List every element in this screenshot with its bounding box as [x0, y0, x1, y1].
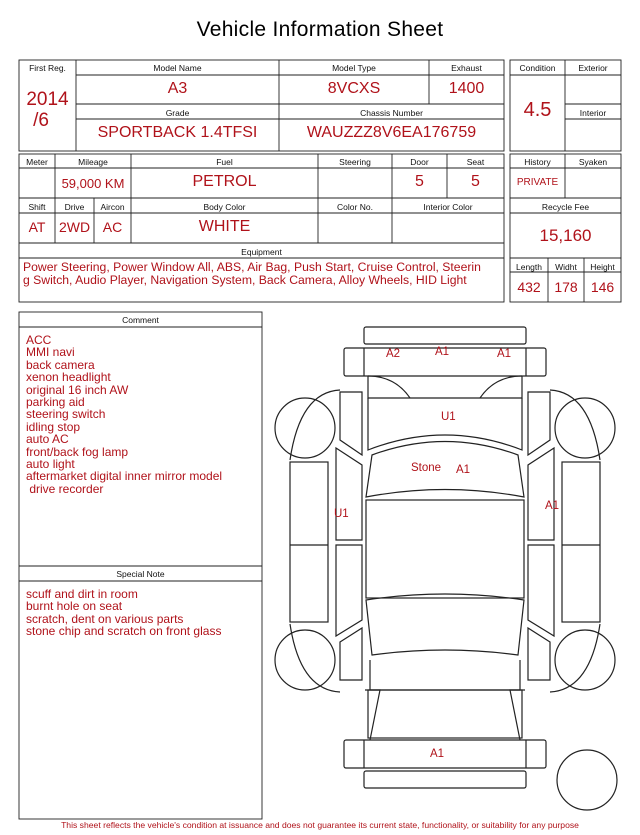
damage-front-bumper-right: A1: [497, 348, 512, 360]
list-item: front/back fog lamp: [26, 444, 129, 459]
list-item: MMI navi: [26, 345, 75, 360]
seat-label: Seat: [466, 157, 485, 167]
body-color-label: Body Color: [203, 202, 246, 212]
model-type-label: Model Type: [332, 63, 376, 73]
grade-label: Grade: [165, 108, 190, 118]
damage-right-side: A1: [545, 500, 560, 512]
list-item: scratch, dent on various parts: [26, 611, 184, 626]
color-no-label: Color No.: [337, 202, 373, 212]
chassis-value: WAUZZZ8V6EA176759: [306, 124, 477, 141]
damage-front-bumper-left: A2: [386, 348, 401, 360]
seat-value: 5: [471, 173, 480, 190]
syaken-label: Syaken: [578, 157, 608, 167]
list-item: stone chip and scratch on front glass: [26, 624, 222, 639]
mileage-label: Mileage: [78, 157, 108, 167]
damage-rear-bumper: A1: [430, 748, 445, 760]
damage-hood: U1: [441, 411, 456, 423]
damage-left-side: U1: [334, 508, 349, 520]
exhaust-value: 1400: [448, 80, 485, 97]
damage-front-bumper-mid: A1: [435, 346, 450, 358]
history-label: History: [524, 157, 551, 167]
model-name-value: A3: [167, 80, 188, 97]
equipment-label: Equipment: [241, 247, 282, 257]
height-label: Height: [590, 262, 615, 272]
list-item: ACC: [26, 333, 52, 347]
height-value: 146: [590, 279, 615, 295]
first-reg-month: /6: [33, 110, 49, 131]
shift-label: Shift: [28, 202, 46, 212]
fuel-value: PETROL: [192, 173, 257, 190]
meter-label: Meter: [26, 157, 48, 167]
list-item: xenon headlight: [26, 370, 111, 385]
equipment-line: g Switch, Audio Player, Navigation System, Back Camera, Alloy Wheels, HID Light: [23, 273, 467, 287]
aircon-value: AC: [102, 219, 123, 235]
list-item: auto AC: [26, 432, 69, 447]
condition-value: 4.5: [523, 99, 552, 121]
footer-disclaimer: This sheet reflects the vehicle's condition at issuance and does not guarantee its current state, functionality, or suitability for any purpose: [61, 820, 579, 830]
condition-label: Condition: [519, 63, 556, 73]
interior-color-label: Interior Color: [423, 202, 473, 212]
equipment-line: Power Steering, Power Window All, ABS, Air Bag, Push Start, Cruise Control, Steerin: [23, 260, 481, 274]
list-item: idling stop: [26, 419, 81, 434]
list-item: burnt hole on seat: [26, 599, 123, 614]
fuel-label: Fuel: [216, 157, 233, 167]
list-item: steering switch: [26, 407, 106, 422]
chassis-label: Chassis Number: [360, 108, 423, 118]
width-label: Widht: [555, 262, 577, 272]
length-value: 432: [517, 279, 541, 295]
comment-label: Comment: [122, 315, 159, 325]
history-value: PRIVATE: [516, 177, 559, 188]
drive-value: 2WD: [58, 219, 91, 235]
damage-windshield: A1: [456, 464, 471, 476]
exhaust-label: Exhaust: [451, 63, 482, 73]
first-reg-label: First Reg.: [29, 63, 66, 73]
special-note-label: Special Note: [116, 569, 165, 579]
list-item: original 16 inch AW: [26, 382, 129, 397]
door-label: Door: [410, 157, 429, 167]
width-value: 178: [554, 279, 578, 295]
interior-label: Interior: [579, 108, 607, 118]
first-reg-year: 2014: [26, 89, 69, 110]
mileage-value: 59,000 KM: [61, 176, 125, 191]
list-item: aftermarket digital inner mirror model: [26, 469, 223, 484]
length-label: Length: [516, 262, 542, 272]
damage-windshield-stone: Stone: [411, 462, 442, 474]
body-color-value: WHITE: [198, 218, 251, 235]
aircon-label: Aircon: [100, 202, 125, 212]
drive-label: Drive: [64, 202, 85, 212]
list-item: back camera: [26, 357, 95, 372]
list-item: auto light: [26, 457, 75, 472]
page-title: Vehicle Information Sheet: [196, 18, 444, 41]
grade-value: SPORTBACK 1.4TFSI: [97, 124, 258, 141]
recycle-fee-label: Recycle Fee: [541, 202, 590, 212]
shift-value: AT: [28, 219, 46, 235]
model-name-label: Model Name: [153, 63, 202, 73]
steering-label: Steering: [339, 157, 371, 167]
list-item: drive recorder: [26, 481, 104, 496]
list-item: parking aid: [26, 395, 85, 410]
list-item: scuff and dirt in room: [26, 587, 138, 601]
exterior-label: Exterior: [578, 63, 608, 73]
door-value: 5: [415, 173, 424, 190]
recycle-fee-value: 15,160: [539, 226, 592, 245]
model-type-value: 8VCXS: [327, 80, 381, 97]
